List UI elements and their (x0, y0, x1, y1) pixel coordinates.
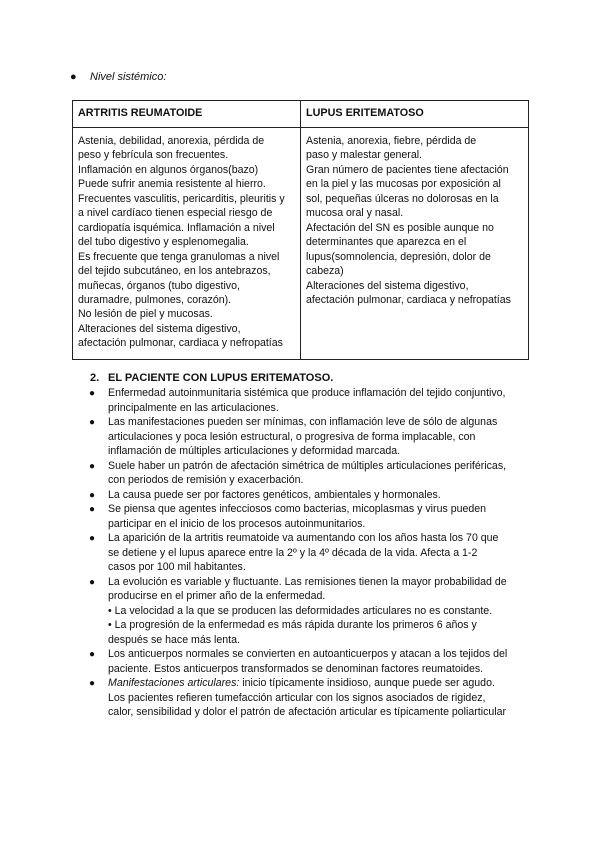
bullet-icon: ● (89, 417, 96, 428)
section-title: EL PACIENTE CON LUPUS ERITEMATOSO. (108, 372, 334, 384)
bullet-line: Se piensa que agentes infecciosos como bacterias, micoplasmas y virus pueden (108, 503, 487, 515)
cell-line: afectación pulmonar, cardiaca y nefropatías (78, 337, 283, 350)
bullet-line: después se hace más lenta. (108, 633, 240, 646)
cell-line: Es frecuente que tenga granulomas a nivel (78, 250, 280, 263)
cell-line: sol, pequeñas úlceras no dolorosas en la (306, 192, 499, 205)
cell-line: lupus(somnolencia, depresión, dolor de (306, 250, 491, 263)
italic-lead: Manifestaciones articulares: (108, 677, 240, 689)
table-header-row (73, 101, 529, 128)
bullet-line: paciente. Estos anticuerpos transformados se denominan factores reumatoides. (108, 662, 484, 675)
cell-line: cardiopatía isquémica. Inflamación a nivel (78, 221, 275, 234)
bullet-icon: ● (89, 678, 96, 689)
bullet-icon: ● (89, 504, 96, 515)
list-item (89, 386, 538, 415)
cell-line: Gran número de pacientes tiene afectación (306, 163, 509, 176)
bullet-text: inicio típicamente insidioso, aunque puede ser agudo. (239, 677, 495, 689)
header-artritis: ARTRITIS REUMATOIDE (73, 101, 301, 128)
system-level-heading (70, 71, 167, 84)
bullet-icon: ● (89, 576, 96, 588)
bullet-line: • La velocidad a la que se producen las deformidades articulares no es constante. (108, 604, 493, 617)
cell-line: a nivel cardíaco tienen especial riesgo de (78, 207, 273, 220)
bullet-line: articulaciones y poca lesión estructural, o progresiva de forma implacable, con (108, 430, 476, 443)
list-item (89, 488, 538, 503)
cell-line: paso y malestar general. (306, 149, 423, 162)
cell-line: en la piel y las mucosas por exposición al (306, 178, 501, 191)
bullet-line: La evolución es variable y fluctuante. Las remisiones tienen la mayor probabilidad de (108, 575, 507, 588)
bullet-line: calor, sensibilidad y dolor el patrón de afectación articular es típicamente poliarticular (108, 706, 507, 718)
bullet-line: participar en el inicio de los procesos autoinmunitarios. (108, 517, 366, 530)
table-row (73, 128, 529, 360)
bullet-line: Los anticuerpos normales se convierten en autoanticuerpos y atacan a los tejidos del (108, 648, 508, 660)
section-number: 2. (90, 372, 100, 384)
cell-line: Afectación del SN es posible aunque no (306, 221, 494, 234)
bullet-line: Las manifestaciones pueden ser mínimas, con inflamación leve de sólo de algunas (108, 416, 498, 428)
comparison-table (72, 100, 529, 360)
list-item (89, 415, 538, 459)
bullet-line: principalmente en las articulaciones. (108, 401, 279, 414)
section-heading (90, 372, 334, 385)
system-level-label: Nivel sistémico: (90, 71, 167, 83)
cell-line: cabeza) (306, 265, 344, 278)
bullet-line: La aparición de la artritis reumatoide va aumentando con los años hasta los 70 que (108, 532, 499, 544)
bullet-icon: ● (89, 460, 96, 472)
list-item (89, 531, 538, 575)
cell-lupus (301, 128, 529, 360)
bullet-line: Suele haber un patrón de afectación simétrica de múltiples articulaciones periféricas, (108, 459, 507, 472)
list-item (89, 502, 538, 531)
cell-line: muñecas, órganos (tubo digestivo, (78, 279, 240, 292)
bullet-line: Enfermedad autoinmunitaria sistémica que produce inflamación del tejido conjuntivo, (108, 387, 506, 399)
cell-line: Puede sufrir anemia resistente al hierro. (78, 178, 266, 191)
list-item (89, 647, 538, 676)
cell-line: determinantes que aparezca en el (306, 236, 467, 249)
cell-line: Inflamación en algunos órganos(bazo) (78, 163, 259, 176)
bullet-line: producirse en el primer año de la enfermedad. (108, 590, 326, 602)
cell-artritis (73, 128, 301, 360)
bullet-icon: ● (89, 533, 96, 544)
cell-line: del tubo digestivo y esplenomegalia. (78, 236, 249, 249)
bullet-icon: ● (89, 489, 96, 501)
header-lupus: LUPUS ERITEMATOSO (301, 101, 529, 128)
bullet-line: La causa puede ser por factores genéticos, ambientales y hormonales. (108, 488, 441, 501)
cell-line: Alteraciones del sistema digestivo, (306, 279, 469, 292)
bullet-line: inflamación de múltiples articulaciones y deformidad marcada. (108, 445, 401, 457)
bullet-line (108, 676, 538, 691)
cell-line: del tejido subcutáneo, en los antebrazos, (78, 265, 271, 278)
cell-line: Alteraciones del sistema digestivo, (78, 322, 241, 335)
bullet-icon: ● (89, 649, 96, 660)
bullet-icon: ● (70, 71, 77, 83)
cell-line: No lesión de piel y mucosas. (78, 308, 213, 321)
list-item (89, 459, 538, 488)
cell-line: Astenia, anorexia, fiebre, pérdida de (306, 135, 477, 147)
cell-line: Frecuentes vasculitis, pericarditis, pleuritis y (78, 192, 285, 205)
bullet-line: con periodos de remisión y exacerbación. (108, 474, 304, 486)
cell-line: Astenia, debilidad, anorexia, pérdida de (78, 135, 265, 147)
bullet-line: casos por 100 mil habitantes. (108, 561, 246, 573)
cell-line: afectación pulmonar, cardiaca y nefropatías (306, 293, 511, 306)
cell-line: peso y febrícula son frecuentes. (78, 149, 229, 162)
bullet-icon: ● (89, 388, 96, 399)
bullet-line: • La progresión de la enfermedad es más rápida durante los primeros 6 años y (108, 619, 477, 631)
bullet-line: Los pacientes refieren tumefacción articular con los signos asociados de rigidez, (108, 691, 486, 704)
cell-line: duramadre, pulmones, corazón). (78, 293, 232, 306)
list-item (89, 575, 538, 648)
bullet-line: se detiene y el lupus aparece entre la 2º y la 4º década de la vida. Afecta a 1-2 (108, 546, 478, 559)
cell-line: mucosa oral y nasal. (306, 207, 404, 220)
bullet-list (89, 386, 538, 720)
list-item (89, 676, 538, 720)
